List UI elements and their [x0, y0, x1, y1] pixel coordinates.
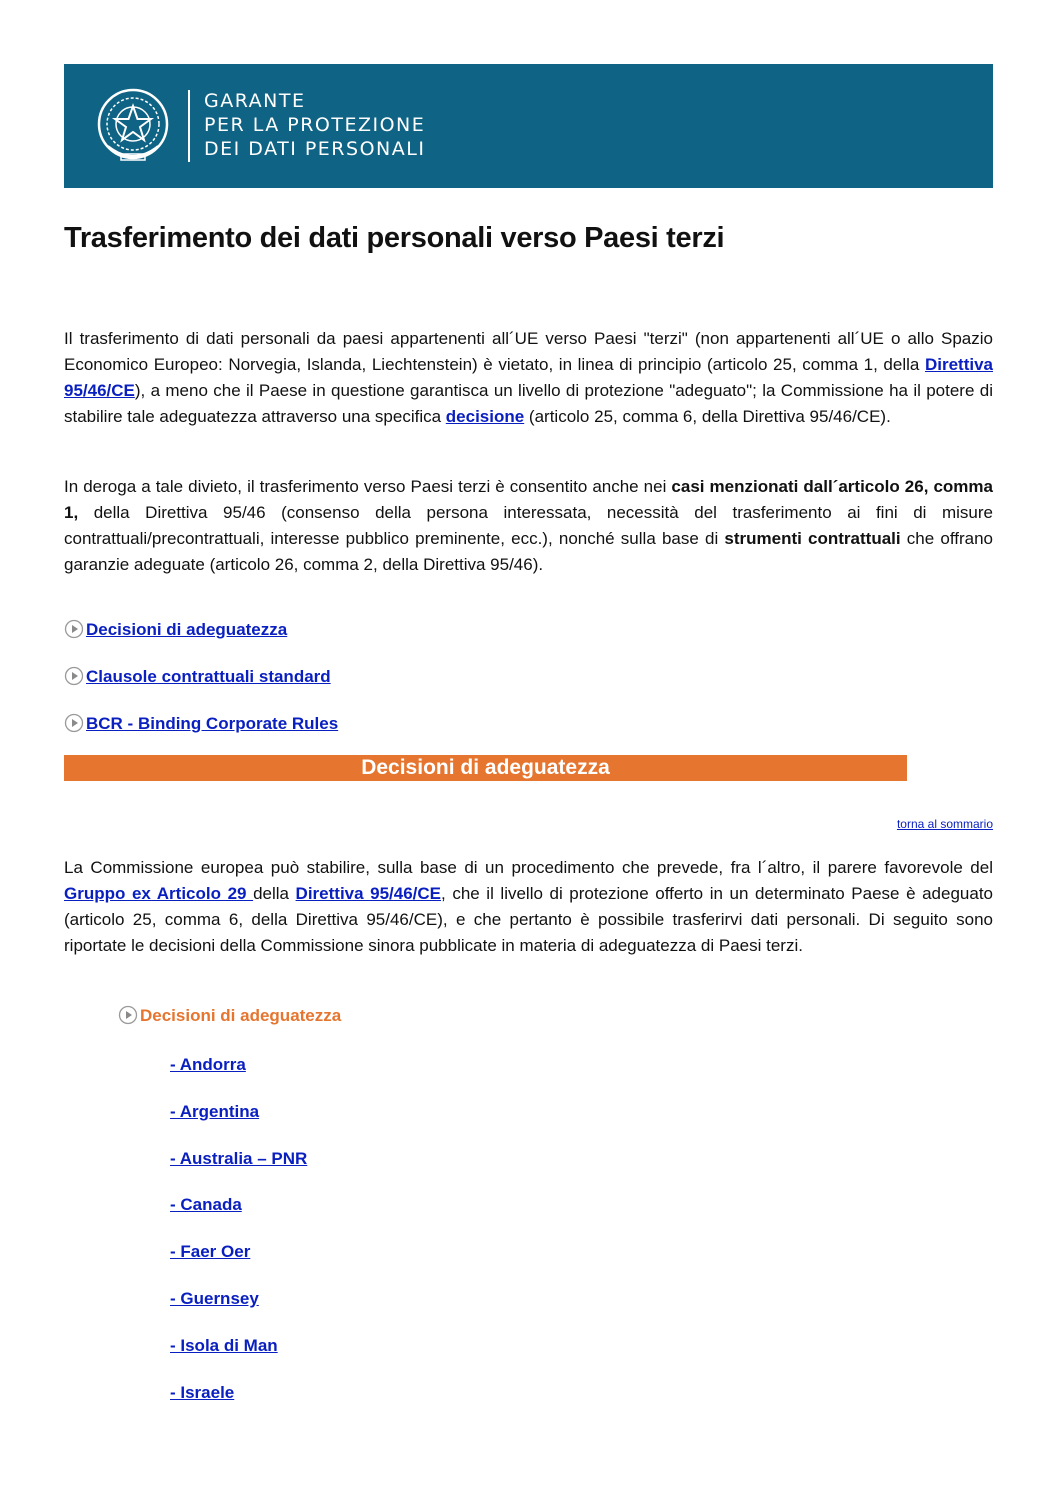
header-banner: [64, 64, 993, 188]
country-link-argentina[interactable]: - Argentina: [170, 1102, 260, 1121]
country-link-australia-pnr[interactable]: - Australia – PNR: [170, 1149, 308, 1168]
subsection-title: [118, 1005, 341, 1026]
direttiva-link-2[interactable]: Direttiva 95/46/CE: [295, 884, 442, 903]
toc-item-bcr[interactable]: [64, 713, 338, 734]
direttiva-link[interactable]: Direttiva 95/46/CE: [64, 355, 993, 400]
arrow-circle-icon: [64, 666, 84, 686]
commission-text-3: , che il livello di protezione offerto in un determinato Paese è adeguato (articolo 25, comma 6, della Direttiva 95/46/CE), e che pertanto è possibile trasferirvi dati personali. Di seguito sono riportate le decisioni della Commissione sinora pubblicate in materia di adeguatezza di Paesi terzi.: [64, 884, 993, 955]
intro-text-3: (articolo 25, comma 6, della Direttiva 95/46/CE).: [524, 407, 891, 426]
decisione-link[interactable]: decisione: [445, 407, 525, 426]
toc-link-bcr[interactable]: BCR - Binding Corporate Rules: [86, 714, 339, 733]
toc-link-decisioni[interactable]: Decisioni di adeguatezza: [86, 620, 288, 639]
header-line-3: DEI DATI PERSONALI: [204, 138, 426, 160]
toc-item-decisioni[interactable]: [64, 619, 287, 640]
derogation-text-2: della Direttiva 95/46 (consenso della persona interessata, necessità del trasferimento ai fini di misure contrattuali/precontrattuali, interesse pubblico preminente, ecc.), nonché sulla base di: [64, 503, 993, 548]
subsection-title-label: Decisioni di adeguatezza: [140, 1006, 342, 1025]
derogation-bold-2: strumenti contrattuali: [724, 529, 901, 548]
back-to-summary-link[interactable]: torna al sommario: [896, 817, 993, 831]
arrow-circle-icon: [118, 1005, 138, 1025]
commission-paragraph: [64, 855, 993, 959]
intro-text-1: Il trasferimento di dati personali da paesi appartenenti all´UE verso Paesi "terzi" (non appartenenti all´UE o allo Spazio Economico Europeo: Norvegia, Islanda, Liechtenstein) è vietato, in linea di principio (articolo 25, comma 1, della: [64, 329, 993, 374]
country-link-guernsey[interactable]: - Guernsey: [170, 1289, 259, 1308]
commission-text-2: della: [253, 884, 296, 903]
country-link-isola-di-man[interactable]: - Isola di Man: [170, 1336, 278, 1355]
header-separator: [188, 90, 190, 162]
arrow-circle-icon: [64, 713, 84, 733]
gruppo-link[interactable]: Gruppo ex Articolo 29: [64, 884, 254, 903]
country-link-andorra[interactable]: - Andorra: [170, 1055, 246, 1074]
header-line-2: PER LA PROTEZIONE: [204, 114, 426, 136]
country-link-canada[interactable]: - Canada: [170, 1195, 242, 1214]
derogation-text-1: In deroga a tale divieto, il trasferimento verso Paesi terzi è consentito anche nei: [64, 477, 672, 496]
italian-republic-emblem-icon: [94, 84, 172, 168]
derogation-text-3: che offrano garanzie adeguate (articolo 26, comma 2, della Direttiva 95/46).: [64, 529, 993, 574]
page-title: Trasferimento dei dati personali verso Paesi terzi: [64, 222, 725, 254]
derogation-bold-1: casi menzionati dall´articolo 26, comma 1,: [64, 477, 993, 522]
intro-paragraph: [64, 326, 993, 430]
country-link-faer-oer[interactable]: - Faer Oer: [170, 1242, 251, 1261]
section-header: Decisioni di adeguatezza: [64, 755, 907, 781]
arrow-circle-icon: [64, 619, 84, 639]
header-line-1: GARANTE: [204, 90, 306, 112]
toc-link-clausole[interactable]: Clausole contrattuali standard: [86, 667, 331, 686]
toc-item-clausole[interactable]: [64, 666, 331, 687]
intro-text-2: ), a meno che il Paese in questione garantisca un livello di protezione "adeguato"; la Commissione ha il potere di stabilire tale adeguatezza attraverso una specifica: [64, 381, 993, 426]
country-link-israele[interactable]: - Israele: [170, 1383, 235, 1402]
header-title: [204, 89, 425, 161]
commission-text-1: La Commissione europea può stabilire, sulla base di un procedimento che prevede, fra l´altro, il parere favorevole del: [64, 858, 993, 877]
derogation-paragraph: [64, 474, 993, 578]
